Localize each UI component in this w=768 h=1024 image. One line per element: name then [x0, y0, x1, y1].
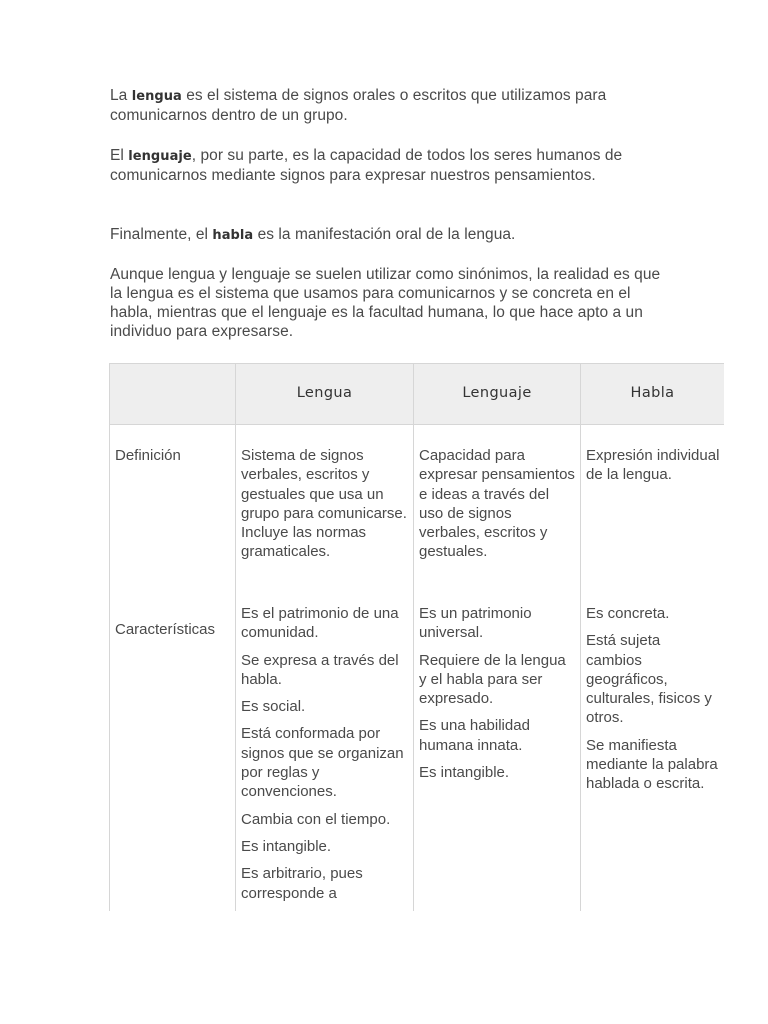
list-item: Es el patrimonio de una comunidad.	[241, 605, 399, 642]
table-row-definicion	[110, 425, 725, 599]
paragraph-text: es el sistema de signos orales o escritos que utilizamos para comunicarnos dentro de un grupo.	[110, 87, 607, 124]
list-item: Requiere de la lengua y el habla para ser expresado.	[419, 651, 566, 708]
cell-definicion-habla: Expresión individual de la lengua.	[581, 425, 725, 599]
comparison-table-container	[109, 363, 724, 928]
list-item: Es concreta.	[586, 605, 670, 622]
comparison-table	[109, 363, 724, 911]
row-label-caracteristicas	[110, 598, 236, 911]
list-item: Cambia con el tiempo.	[241, 810, 391, 828]
term-habla: habla	[212, 228, 254, 243]
list-item: Se manifiesta mediante la palabra hablada o escrita.	[586, 736, 718, 793]
list-item: Está sujeta cambios geográficos, culturales, fisicos y otros.	[586, 632, 712, 727]
list-item: Es intangible.	[241, 837, 332, 855]
cell-caracteristicas-lenguaje	[414, 598, 581, 911]
header-habla: Habla	[581, 364, 725, 425]
header-empty	[110, 364, 236, 425]
paragraph-lenguaje	[110, 146, 670, 185]
list-item: Es arbitrario, pues corresponde a	[241, 865, 363, 902]
paragraph-text: El	[110, 147, 129, 164]
row-label-text: Características	[115, 621, 216, 638]
header-lenguaje: Lenguaje	[414, 364, 581, 425]
table-header-row	[110, 364, 725, 425]
paragraph-text: , por su parte, es la capacidad de todos los seres humanos de comunicarnos mediante signos para expresar nuestros pensamientos.	[110, 147, 623, 184]
cell-definicion-lengua: Sistema de signos verbales, escritos y gestuales que usa un grupo para comunicarse. Incluye las normas gramaticales.	[236, 425, 414, 599]
cell-definicion-lenguaje: Capacidad para expresar pensamientos e ideas a través del uso de signos verbales, escritos y gestuales.	[414, 425, 581, 599]
term-lengua: lengua	[131, 89, 182, 104]
paragraph-habla	[110, 225, 670, 245]
term-lenguaje: lenguaje	[128, 149, 192, 164]
paragraph-text: Finalmente, el	[110, 226, 213, 243]
list-item: Es una habilidad humana innata.	[419, 717, 530, 754]
cell-caracteristicas-lengua	[236, 598, 414, 911]
list-item: Está conformada por signos que se organizan por reglas y convenciones.	[241, 725, 404, 801]
list-item: Es social.	[241, 698, 306, 716]
paragraph-lengua	[110, 86, 670, 125]
list-item: Es un patrimonio universal.	[419, 605, 532, 642]
paragraph-text: es la manifestación oral de la lengua.	[253, 226, 516, 243]
paragraph-text: La	[110, 87, 132, 104]
list-item: Es intangible.	[419, 764, 510, 782]
list-item: Se expresa a través del habla.	[241, 651, 399, 688]
row-label-definicion: Definición	[110, 425, 236, 599]
header-lengua: Lengua	[236, 364, 414, 425]
cell-caracteristicas-habla	[581, 598, 725, 911]
table-row-caracteristicas	[110, 598, 725, 911]
paragraph-comparison: Aunque lengua y lenguaje se suelen utilizar como sinónimos, la realidad es que la lengua es el sistema que usamos para comunicarnos y se concreta en el habla, mientras que el lenguaje es la facultad humana, lo que hace apto a un individuo para expresarse.	[110, 266, 661, 340]
